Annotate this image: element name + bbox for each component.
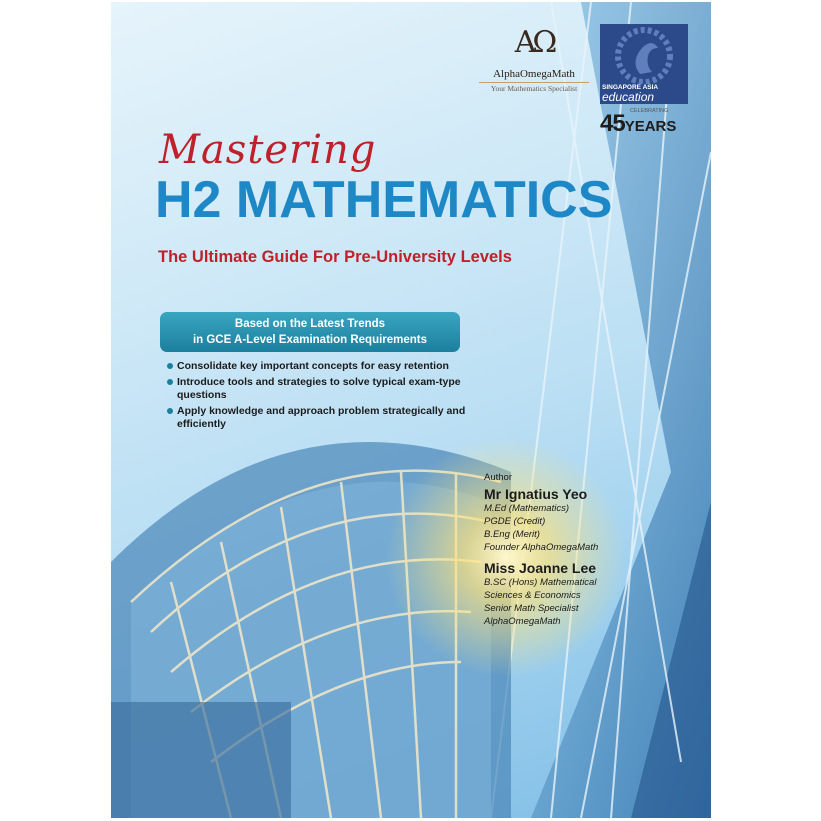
trend-box (160, 312, 460, 352)
author-label: Author (484, 472, 512, 483)
author-1-cred: M.Ed (Mathematics) (484, 503, 569, 514)
bullet-icon (167, 363, 173, 369)
author-2-cred: Sciences & Economics (484, 590, 581, 601)
lower-building (111, 702, 291, 818)
list-item: Apply knowledge and approach problem strategically and efficiently (167, 405, 467, 431)
trend-line2: in GCE A-Level Examination Requirements (192, 334, 428, 346)
list-item: Consolidate key important concepts for easy retention (167, 360, 467, 373)
author-1-cred: PGDE (Credit) (484, 516, 546, 527)
sae-line1: SINGAPORE ASIA (602, 84, 659, 91)
bullet-icon (167, 408, 173, 414)
author-2-cred: B.SC (Hons) Mathematical (484, 577, 597, 588)
logo-tagline: Your Mathematics Specialist (479, 82, 589, 93)
author-2-name: Miss Joanne Lee (484, 560, 597, 576)
list-item: Introduce tools and strategies to solve typical exam-type questions (167, 376, 467, 402)
years-text: YEARS (624, 118, 677, 135)
seahorse-icon (600, 24, 688, 84)
alphaomegamath-logo (479, 26, 589, 93)
authors-block (484, 472, 684, 628)
singapore-asia-education-logo (600, 24, 688, 104)
sae-line2: education (602, 90, 655, 104)
subtitle: The Ultimate Guide For Pre-University Levels (158, 248, 512, 266)
author-2-cred: AlphaOmegaMath (484, 616, 561, 627)
author-2-cred: Senior Math Specialist (484, 603, 579, 614)
years-number: 45 (600, 110, 625, 137)
author-1-name: Mr Ignatius Yeo (484, 486, 588, 502)
author-1-cred: B.Eng (Merit) (484, 529, 540, 540)
anniversary-badge (600, 110, 676, 138)
trend-line1: Based on the Latest Trends (234, 318, 386, 330)
alpha-omega-glyph: AΩ (514, 25, 554, 60)
author-1-cred: Founder AlphaOmegaMath (484, 542, 599, 553)
celebrating-label: CELEBRATING (630, 108, 669, 114)
title-script: Mastering (159, 127, 377, 173)
book-cover (111, 2, 711, 818)
bullet-icon (167, 379, 173, 385)
logo-name: AlphaOmegaMath (493, 68, 575, 80)
feature-list (167, 360, 467, 434)
title-main: H2 MATHEMATICS (155, 171, 613, 229)
